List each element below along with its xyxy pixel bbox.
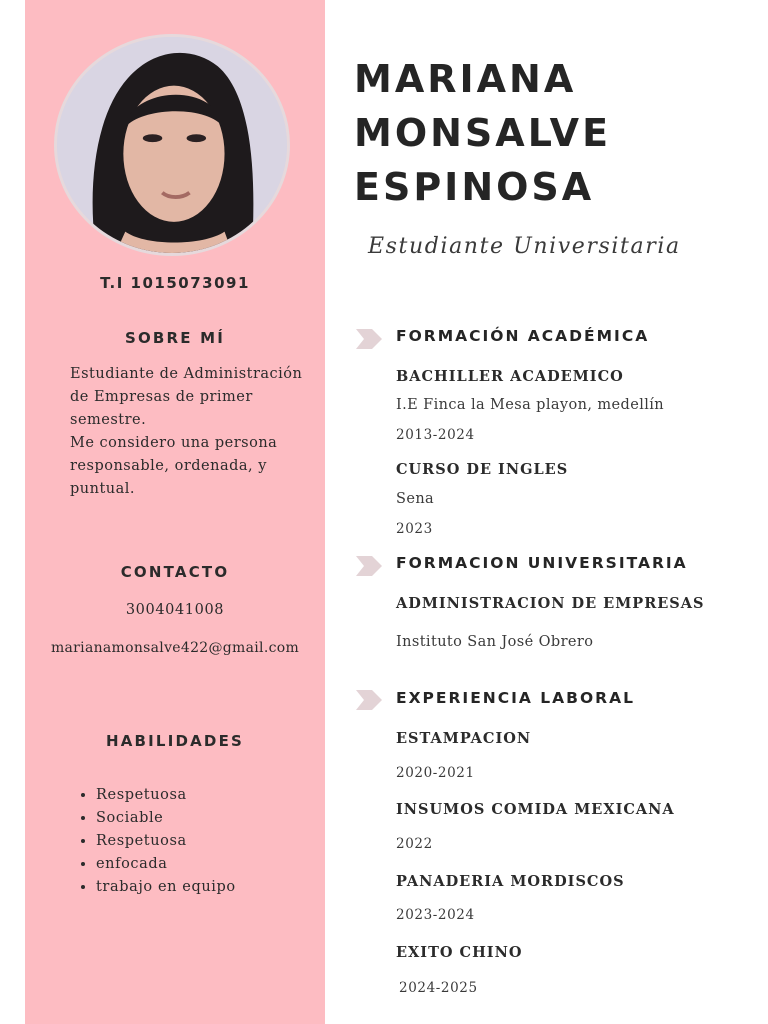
about-text — [70, 363, 315, 501]
education-item-title: CURSO DE INGLES — [396, 461, 569, 478]
university-heading: FORMACION UNIVERSITARIA — [396, 554, 688, 572]
education-item-date: 2013-2024 — [396, 427, 475, 443]
full-name — [354, 52, 754, 214]
skill-item: • enfocada — [96, 853, 236, 876]
about-line: Me considero una persona responsable, ordenada, y puntual. — [70, 435, 278, 497]
name-line: MARIANA — [354, 57, 577, 101]
education-item-title: BACHILLER ACADEMICO — [396, 368, 624, 385]
contact-heading: CONTACTO — [120, 563, 230, 581]
experience-item-date: 2022 — [396, 836, 433, 852]
contact-email[interactable]: marianamonsalve422@gmail.com — [50, 640, 300, 656]
education-item-place: Sena — [396, 491, 435, 507]
profile-photo-image — [57, 37, 287, 253]
about-line: Estudiante de Administración de Empresas de primer semestre. — [70, 366, 303, 428]
id-number: T.I 1015073091 — [100, 274, 250, 292]
experience-item-title: EXITO CHINO — [396, 944, 523, 961]
education-heading: FORMACIÓN ACADÉMICA — [396, 327, 650, 345]
skill-item: • trabajo en equipo — [96, 876, 236, 899]
skill-item: • Sociable — [96, 807, 236, 830]
university-item-place: Instituto San José Obrero — [396, 634, 594, 650]
skill-item: • Respetuosa — [96, 830, 236, 853]
experience-item-date: 2024-2025 — [399, 980, 478, 996]
experience-item-title: ESTAMPACION — [396, 730, 532, 747]
profile-photo — [54, 34, 290, 256]
contact-phone: 3004041008 — [125, 602, 225, 618]
chevron-arrow-icon — [356, 329, 382, 349]
job-subtitle: Estudiante Universitaria — [368, 234, 681, 259]
chevron-arrow-icon — [356, 556, 382, 576]
name-line: ESPINOSA — [354, 165, 595, 209]
education-item-date: 2023 — [396, 521, 433, 537]
university-item-title: ADMINISTRACION DE EMPRESAS — [396, 595, 705, 612]
skills-list — [78, 784, 236, 899]
experience-item-date: 2020-2021 — [396, 765, 475, 781]
experience-item-title: INSUMOS COMIDA MEXICANA — [396, 801, 675, 818]
chevron-arrow-icon — [356, 690, 382, 710]
experience-heading: EXPERIENCIA LABORAL — [396, 689, 635, 707]
experience-item-title: PANADERIA MORDISCOS — [396, 873, 625, 890]
name-line: MONSALVE — [354, 111, 612, 155]
education-item-place: I.E Finca la Mesa playon, medellín — [396, 397, 665, 413]
skill-item: • Respetuosa — [96, 784, 236, 807]
experience-item-date: 2023-2024 — [396, 907, 475, 923]
skills-heading: HABILIDADES — [105, 732, 245, 750]
about-heading: SOBRE MÍ — [124, 329, 226, 347]
